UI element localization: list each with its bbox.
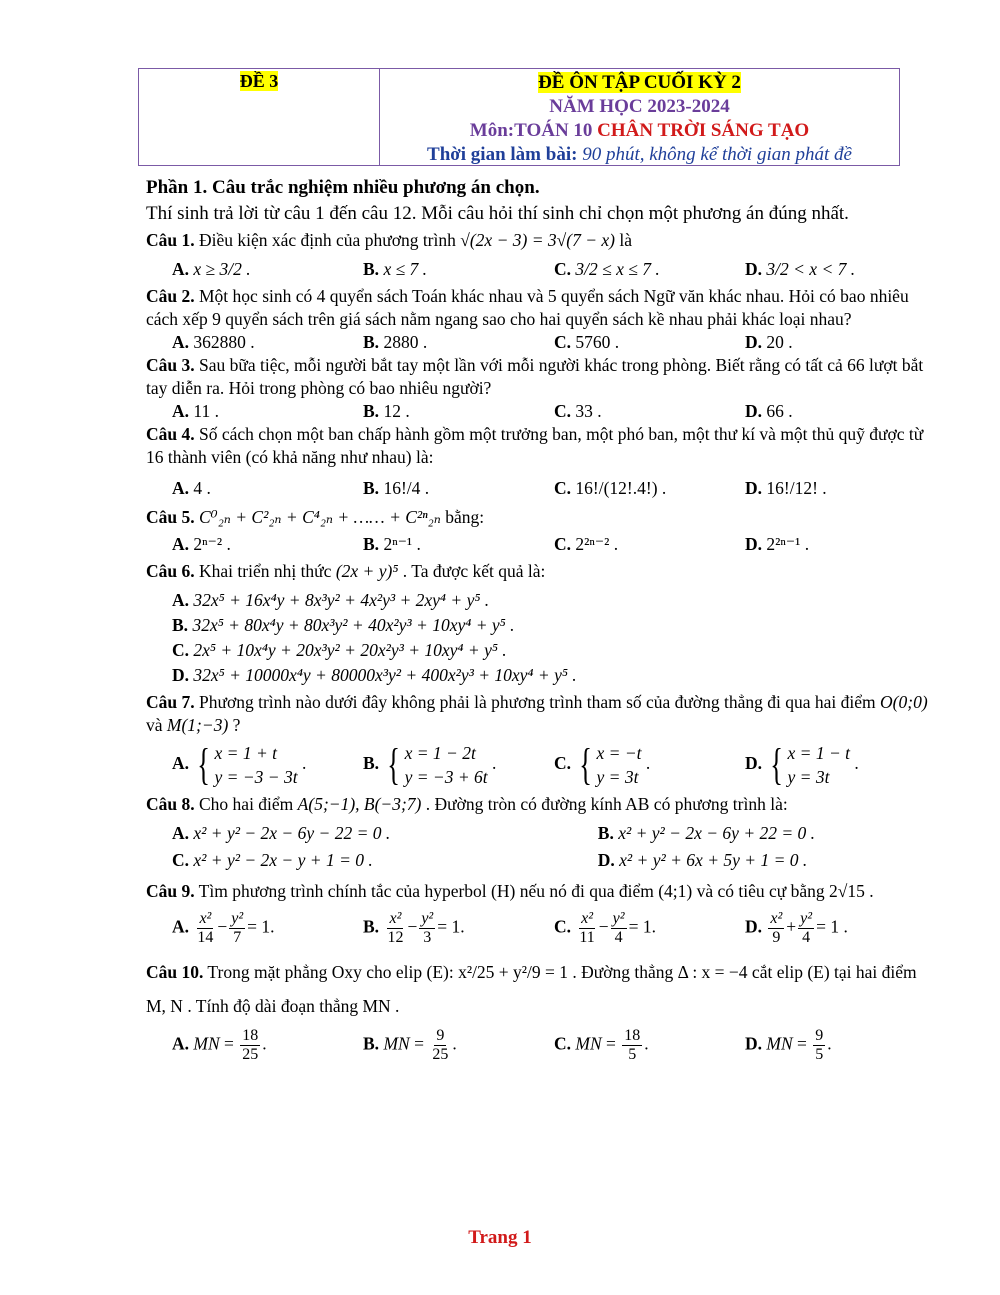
option-1b[interactable]: B. x ≤ 7 . xyxy=(363,259,428,279)
option-3b[interactable]: B. 12 . xyxy=(363,401,410,421)
option-3d[interactable]: D. 66 . xyxy=(745,401,793,421)
header-right-cell xyxy=(380,69,899,165)
options-1 xyxy=(146,258,936,281)
option-3a[interactable]: A. 11 . xyxy=(172,401,219,421)
option-4a[interactable]: A. 4 . xyxy=(172,478,211,498)
option-9a[interactable]: A. $\frac{\text{x²}}{14}$ − $\frac{\text{y²}}{7}$ = 1. xyxy=(172,910,275,946)
option-6d[interactable]: D. 32x⁵ + 10000x⁴y + 80000x³y² + 400x²y³ + 10xy⁴ + y⁵ . xyxy=(172,665,577,685)
option-3c[interactable]: C. 33 . xyxy=(554,401,602,421)
option-6b[interactable]: B. 32x⁵ + 80x⁴y + 80x³y² + 40x²y³ + 10xy⁴ + y⁵ . xyxy=(172,615,515,635)
option-8b[interactable]: B. x² + y² − 2x − 6y + 22 = 0 . xyxy=(597,823,816,843)
question-2: Câu 2. Một học sinh có 4 quyển sách Toán khác nhau và 5 quyển sách Ngữ văn khác nhau. Hỏi có bao nhiêu cách xếp 9 quyển sách trên giá sách nằm ngang sao cho hai quyển sách kề nhau phải khác loại nhau? xyxy=(146,286,909,329)
page-number: Trang 1 xyxy=(468,1227,532,1248)
option-9b[interactable]: B. $\frac{\text{x²}}{12}$ − $\frac{\text{y²}}{3}$ = 1. xyxy=(363,910,465,946)
option-8c[interactable]: C. x² + y² − 2x − y + 1 = 0 . xyxy=(172,850,373,870)
school-year: NĂM HỌC 2023-2024 xyxy=(549,96,730,117)
options-5 xyxy=(146,533,936,556)
option-10c[interactable]: C. MN = $\frac{18}{5}$ . xyxy=(554,1027,649,1063)
option-7b[interactable]: B. { x = 1 − 2t y = −3 + 6t . xyxy=(363,740,497,789)
options-4 xyxy=(146,477,936,500)
option-10b[interactable]: B. MN = $\frac{9}{25}$ . xyxy=(363,1027,457,1063)
options-9 xyxy=(146,910,936,947)
part-intro: Thí sinh trả lời từ câu 1 đến câu 12. Mỗi câu hỏi thí sinh chỉ chọn một phương án đúng nhất. xyxy=(146,203,849,224)
subject-line: Môn:TOÁN 10 CHÂN TRỜI SÁNG TẠO xyxy=(469,120,810,141)
option-9c[interactable]: C. $\frac{\text{x²}}{11}$ − $\frac{\text{y²}}{4}$ = 1. xyxy=(554,910,656,946)
option-6a[interactable]: A. 32x⁵ + 16x⁴y + 8x³y² + 4x²y³ + 2xy⁴ + y⁵ . xyxy=(172,590,490,610)
exam-content xyxy=(146,176,936,1064)
header-left-cell xyxy=(139,69,380,165)
option-7a[interactable]: A. { x = 1 + t y = −3 − 3t . xyxy=(172,740,307,789)
option-8d[interactable]: D. x² + y² + 6x + 5y + 1 = 0 . xyxy=(597,850,808,870)
option-2b[interactable]: B. 2880 . xyxy=(363,332,428,352)
options-10 xyxy=(146,1027,936,1064)
option-9d[interactable]: D. $\frac{\text{x²}}{9}$ + $\frac{\text{y²}}{4}$ = 1 . xyxy=(745,910,848,946)
option-2d[interactable]: D. 20 . xyxy=(745,332,793,352)
option-10a[interactable]: A. MN = $\frac{18}{25}$ . xyxy=(172,1027,267,1063)
option-1a[interactable]: A. x ≥ 3/2 . xyxy=(172,259,251,279)
options-7 xyxy=(146,741,936,789)
option-2a[interactable]: A. 362880 . xyxy=(172,332,255,352)
option-2c[interactable]: C. 5760 . xyxy=(554,332,620,352)
option-6c[interactable]: C. 2x⁵ + 10x⁴y + 20x³y² + 20x²y³ + 10xy⁴ + y⁵ . xyxy=(172,640,507,660)
option-5a[interactable]: A. 2ⁿ⁻² . xyxy=(172,534,231,554)
question-9: Câu 9. Tìm phương trình chính tắc của hyperbol (H) nếu nó đi qua điểm (4;1) và có tiêu cự bằng 2√15 . xyxy=(146,881,874,901)
exam-title: ĐỀ ÔN TẬP CUỐI KỲ 2 xyxy=(538,72,741,93)
question-10: Câu 10. Trong mặt phẳng Oxy cho elip (E): x²/25 + y²/9 = 1 . Đường thẳng Δ : x = −4 cắt elip (E) tại hai điểm M, N . Tính độ dài đoạn thẳng MN . xyxy=(146,962,917,1016)
question-6: Câu 6. Khai triển nhị thức (2x + y)⁵ . Ta được kết quả là: xyxy=(146,561,546,581)
option-10d[interactable]: D. MN = $\frac{9}{5}$ . xyxy=(745,1027,832,1063)
option-1c[interactable]: C. 3/2 ≤ x ≤ 7 . xyxy=(554,259,660,279)
options-2 xyxy=(146,331,936,354)
options-8-row2 xyxy=(146,849,936,872)
exam-id: ĐỀ 3 xyxy=(239,71,279,91)
option-4c[interactable]: C. 16!/(12!.4!) . xyxy=(554,478,667,498)
option-5b[interactable]: B. 2ⁿ⁻¹ . xyxy=(363,534,421,554)
options-3 xyxy=(146,400,936,423)
option-7d[interactable]: D. { x = 1 − t y = 3t . xyxy=(745,740,859,789)
option-1d[interactable]: D. 3/2 < x < 7 . xyxy=(745,259,856,279)
question-5: Câu 5. C⁰₂ₙ + C²₂ₙ + C⁴₂ₙ + …… + C²ⁿ₂ₙ bằng: xyxy=(146,507,485,527)
question-8: Câu 8. Cho hai điểm A(5;−1), B(−3;7) . Đường tròn có đường kính AB có phương trình là: xyxy=(146,794,788,814)
time-line: Thời gian làm bài: 90 phút, không kể thời gian phát đề xyxy=(427,144,852,165)
question-3: Câu 3. Sau bữa tiệc, mỗi người bắt tay một lần với mỗi người khác trong phòng. Biết rằng có tất cả 66 lượt bắt tay diễn ra. Hỏi trong phòng có bao nhiêu người? xyxy=(146,355,924,398)
question-7: Câu 7. Phương trình nào dưới đây không phải là phương trình tham số của đường thẳng đi qua hai điểm O(0;0) và M(1;−3) ? xyxy=(146,692,928,735)
option-4d[interactable]: D. 16!/12! . xyxy=(745,478,827,498)
option-5c[interactable]: C. 2²ⁿ⁻² . xyxy=(554,534,619,554)
part-title: Phần 1. Câu trắc nghiệm nhiều phương án chọn. xyxy=(146,177,540,198)
header-table xyxy=(138,68,900,166)
question-1: Câu 1. Điều kiện xác định của phương trình √(2x − 3) = 3√(7 − x) là xyxy=(146,230,632,250)
options-8-row1 xyxy=(146,822,936,845)
option-7c[interactable]: C. { x = −t y = 3t . xyxy=(554,740,651,789)
option-5d[interactable]: D. 2²ⁿ⁻¹ . xyxy=(745,534,810,554)
question-4: Câu 4. Số cách chọn một ban chấp hành gồm một trưởng ban, một phó ban, một thư kí và một thủ quỹ được từ 16 thành viên (có khả năng như nhau) là: xyxy=(146,424,924,467)
option-4b[interactable]: B. 16!/4 . xyxy=(363,478,430,498)
option-8a[interactable]: A. x² + y² − 2x − 6y − 22 = 0 . xyxy=(172,823,391,843)
